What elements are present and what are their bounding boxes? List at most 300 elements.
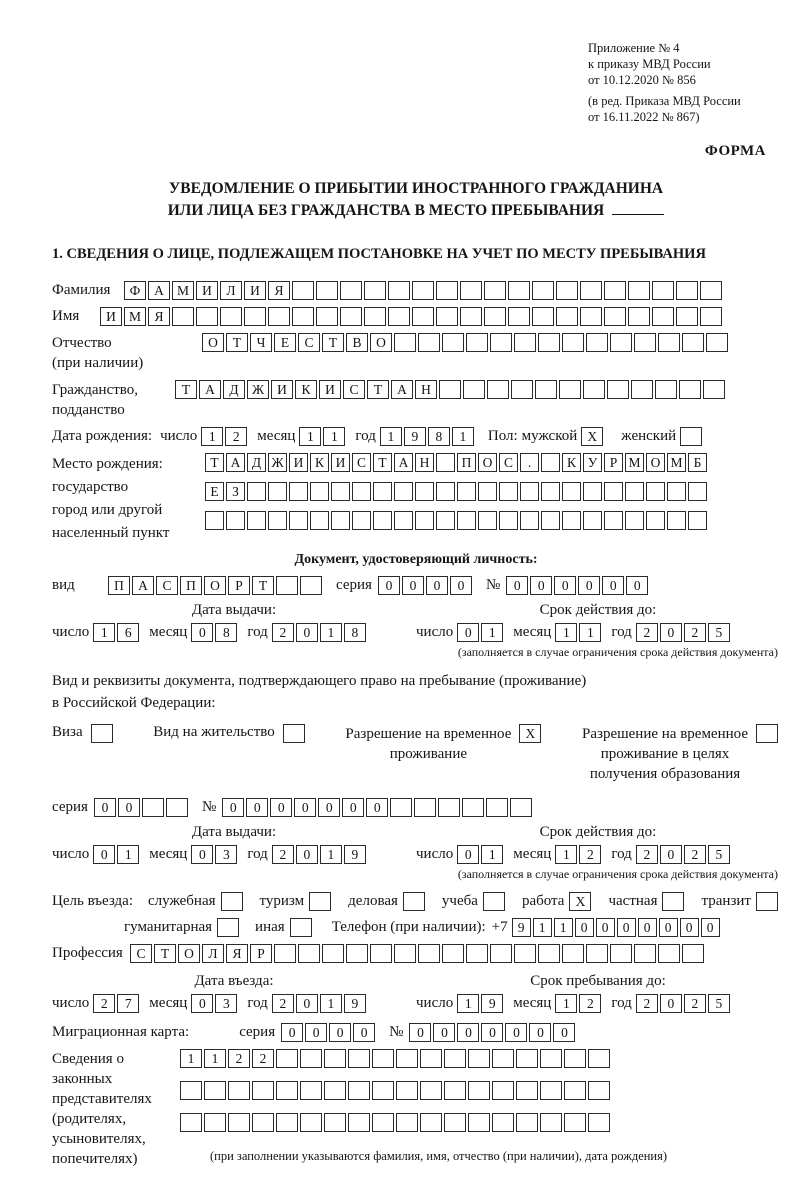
char-box[interactable]: 1: [323, 427, 345, 446]
char-box[interactable]: 1: [481, 623, 503, 642]
char-box[interactable]: Т: [322, 333, 344, 352]
char-box[interactable]: [588, 1049, 610, 1068]
char-box[interactable]: 0: [659, 918, 678, 937]
char-box[interactable]: [205, 511, 224, 530]
char-box[interactable]: 0: [457, 623, 479, 642]
char-box[interactable]: [588, 1081, 610, 1100]
char-box[interactable]: [541, 511, 560, 530]
char-box[interactable]: 0: [191, 994, 213, 1013]
char-box[interactable]: [394, 511, 413, 530]
char-box[interactable]: 0: [553, 1023, 575, 1042]
char-box[interactable]: К: [295, 380, 317, 399]
char-box[interactable]: А: [148, 281, 170, 300]
char-box[interactable]: 0: [246, 798, 268, 817]
char-box[interactable]: [540, 1081, 562, 1100]
char-box[interactable]: [556, 281, 578, 300]
char-box[interactable]: [324, 1049, 346, 1068]
char-box[interactable]: [516, 1113, 538, 1132]
char-box[interactable]: [418, 333, 440, 352]
char-box[interactable]: [484, 281, 506, 300]
char-box[interactable]: Д: [247, 453, 266, 472]
char-box[interactable]: [460, 281, 482, 300]
char-box[interactable]: [436, 307, 458, 326]
char-box[interactable]: 0: [191, 845, 213, 864]
char-box[interactable]: 0: [191, 623, 213, 642]
char-box[interactable]: [438, 798, 460, 817]
char-box[interactable]: В: [346, 333, 368, 352]
char-box[interactable]: [346, 944, 368, 963]
char-box[interactable]: [604, 281, 626, 300]
char-box[interactable]: [703, 380, 725, 399]
char-box[interactable]: [324, 1081, 346, 1100]
char-box[interactable]: [316, 281, 338, 300]
char-box[interactable]: [412, 307, 434, 326]
char-box[interactable]: [562, 511, 581, 530]
char-box[interactable]: О: [204, 576, 226, 595]
char-box[interactable]: [322, 944, 344, 963]
char-box[interactable]: [442, 944, 464, 963]
char-box[interactable]: [631, 380, 653, 399]
char-box[interactable]: [276, 1081, 298, 1100]
char-box[interactable]: [586, 333, 608, 352]
char-box[interactable]: [394, 482, 413, 501]
char-box[interactable]: [268, 307, 290, 326]
char-box[interactable]: 0: [457, 845, 479, 864]
char-box[interactable]: [540, 1049, 562, 1068]
checkbox-cell[interactable]: [221, 892, 243, 911]
char-box[interactable]: [468, 1113, 490, 1132]
char-box[interactable]: [562, 333, 584, 352]
char-box[interactable]: [516, 1049, 538, 1068]
char-box[interactable]: [324, 1113, 346, 1132]
char-box[interactable]: [220, 307, 242, 326]
char-box[interactable]: [676, 281, 698, 300]
char-box[interactable]: С: [352, 453, 371, 472]
char-box[interactable]: К: [562, 453, 581, 472]
char-box[interactable]: 1: [554, 918, 573, 937]
char-box[interactable]: [300, 576, 322, 595]
char-box[interactable]: [490, 944, 512, 963]
char-box[interactable]: [541, 482, 560, 501]
char-box[interactable]: [268, 482, 287, 501]
char-box[interactable]: [625, 511, 644, 530]
char-box[interactable]: О: [646, 453, 665, 472]
char-box[interactable]: [610, 333, 632, 352]
char-box[interactable]: [604, 482, 623, 501]
char-box[interactable]: 0: [222, 798, 244, 817]
char-box[interactable]: 3: [215, 994, 237, 1013]
char-box[interactable]: Е: [205, 482, 224, 501]
char-box[interactable]: И: [331, 453, 350, 472]
char-box[interactable]: [586, 944, 608, 963]
char-box[interactable]: [331, 511, 350, 530]
char-box[interactable]: [444, 1049, 466, 1068]
char-box[interactable]: 1: [320, 994, 342, 1013]
char-box[interactable]: 0: [638, 918, 657, 937]
char-box[interactable]: [340, 281, 362, 300]
char-box[interactable]: 0: [294, 798, 316, 817]
char-box[interactable]: [300, 1049, 322, 1068]
checkbox-cell[interactable]: [662, 892, 684, 911]
char-box[interactable]: И: [289, 453, 308, 472]
char-box[interactable]: 0: [680, 918, 699, 937]
char-box[interactable]: М: [124, 307, 146, 326]
char-box[interactable]: [604, 511, 623, 530]
char-box[interactable]: 1: [380, 427, 402, 446]
char-box[interactable]: 1: [117, 845, 139, 864]
char-box[interactable]: [292, 281, 314, 300]
char-box[interactable]: [348, 1049, 370, 1068]
char-box[interactable]: [310, 511, 329, 530]
char-box[interactable]: [364, 307, 386, 326]
char-box[interactable]: 2: [636, 994, 658, 1013]
char-box[interactable]: [420, 1113, 442, 1132]
char-box[interactable]: 0: [701, 918, 720, 937]
char-box[interactable]: [289, 482, 308, 501]
char-box[interactable]: [532, 307, 554, 326]
char-box[interactable]: 0: [318, 798, 340, 817]
char-box[interactable]: [289, 511, 308, 530]
char-box[interactable]: 0: [529, 1023, 551, 1042]
char-box[interactable]: [204, 1081, 226, 1100]
char-box[interactable]: 0: [660, 623, 682, 642]
char-box[interactable]: 0: [270, 798, 292, 817]
char-box[interactable]: [276, 1049, 298, 1068]
char-box[interactable]: [700, 281, 722, 300]
char-box[interactable]: [486, 798, 508, 817]
char-box[interactable]: [172, 307, 194, 326]
char-box[interactable]: [538, 333, 560, 352]
char-box[interactable]: 0: [281, 1023, 303, 1042]
char-box[interactable]: [436, 511, 455, 530]
char-box[interactable]: 2: [252, 1049, 274, 1068]
checkbox-cell[interactable]: [283, 724, 305, 743]
char-box[interactable]: [462, 798, 484, 817]
char-box[interactable]: 9: [404, 427, 426, 446]
char-box[interactable]: [652, 307, 674, 326]
char-box[interactable]: 9: [512, 918, 531, 937]
char-box[interactable]: Л: [220, 281, 242, 300]
char-box[interactable]: [499, 511, 518, 530]
char-box[interactable]: [274, 944, 296, 963]
char-box[interactable]: [468, 1049, 490, 1068]
char-box[interactable]: [658, 333, 680, 352]
char-box[interactable]: [679, 380, 701, 399]
char-box[interactable]: [226, 511, 245, 530]
char-box[interactable]: 2: [636, 845, 658, 864]
char-box[interactable]: 1: [180, 1049, 202, 1068]
char-box[interactable]: 0: [481, 1023, 503, 1042]
char-box[interactable]: [414, 798, 436, 817]
char-box[interactable]: [373, 511, 392, 530]
char-box[interactable]: [532, 281, 554, 300]
char-box[interactable]: [388, 307, 410, 326]
char-box[interactable]: 2: [684, 845, 706, 864]
char-box[interactable]: А: [199, 380, 221, 399]
checkbox-cell[interactable]: X: [519, 724, 541, 743]
char-box[interactable]: Д: [223, 380, 245, 399]
char-box[interactable]: [252, 1113, 274, 1132]
char-box[interactable]: [418, 944, 440, 963]
char-box[interactable]: [340, 307, 362, 326]
char-box[interactable]: [276, 576, 298, 595]
char-box[interactable]: [520, 511, 539, 530]
char-box[interactable]: [610, 944, 632, 963]
char-box[interactable]: 0: [426, 576, 448, 595]
char-box[interactable]: [667, 511, 686, 530]
char-box[interactable]: [655, 380, 677, 399]
char-box[interactable]: [180, 1081, 202, 1100]
char-box[interactable]: [436, 281, 458, 300]
char-box[interactable]: Т: [175, 380, 197, 399]
char-box[interactable]: 1: [320, 623, 342, 642]
char-box[interactable]: [180, 1113, 202, 1132]
char-box[interactable]: [388, 281, 410, 300]
char-box[interactable]: Т: [205, 453, 224, 472]
char-box[interactable]: [634, 944, 656, 963]
char-box[interactable]: 0: [94, 798, 116, 817]
char-box[interactable]: К: [310, 453, 329, 472]
char-box[interactable]: 1: [555, 845, 577, 864]
char-box[interactable]: [535, 380, 557, 399]
char-box[interactable]: [276, 1113, 298, 1132]
char-box[interactable]: И: [100, 307, 122, 326]
char-box[interactable]: 1: [555, 623, 577, 642]
char-box[interactable]: [292, 307, 314, 326]
char-box[interactable]: 2: [272, 845, 294, 864]
char-box[interactable]: [490, 333, 512, 352]
char-box[interactable]: З: [226, 482, 245, 501]
char-box[interactable]: 0: [506, 576, 528, 595]
char-box[interactable]: Е: [274, 333, 296, 352]
char-box[interactable]: 0: [530, 576, 552, 595]
checkbox-cell[interactable]: [290, 918, 312, 937]
char-box[interactable]: [706, 333, 728, 352]
char-box[interactable]: [436, 453, 455, 472]
char-box[interactable]: 0: [329, 1023, 351, 1042]
char-box[interactable]: [580, 281, 602, 300]
checkbox-cell[interactable]: X: [581, 427, 603, 446]
char-box[interactable]: [652, 281, 674, 300]
char-box[interactable]: 0: [378, 576, 400, 595]
char-box[interactable]: 1: [533, 918, 552, 937]
char-box[interactable]: [457, 511, 476, 530]
char-box[interactable]: [580, 307, 602, 326]
char-box[interactable]: 7: [117, 994, 139, 1013]
char-box[interactable]: 9: [344, 845, 366, 864]
char-box[interactable]: 0: [118, 798, 140, 817]
char-box[interactable]: 1: [320, 845, 342, 864]
char-box[interactable]: [676, 307, 698, 326]
char-box[interactable]: А: [132, 576, 154, 595]
char-box[interactable]: 2: [579, 845, 601, 864]
char-box[interactable]: П: [108, 576, 130, 595]
checkbox-cell[interactable]: [309, 892, 331, 911]
char-box[interactable]: Я: [268, 281, 290, 300]
char-box[interactable]: [442, 333, 464, 352]
char-box[interactable]: [196, 307, 218, 326]
char-box[interactable]: О: [178, 944, 200, 963]
char-box[interactable]: М: [667, 453, 686, 472]
char-box[interactable]: [142, 798, 164, 817]
char-box[interactable]: [415, 511, 434, 530]
char-box[interactable]: [478, 482, 497, 501]
char-box[interactable]: [444, 1113, 466, 1132]
char-box[interactable]: 2: [225, 427, 247, 446]
char-box[interactable]: [372, 1081, 394, 1100]
char-box[interactable]: Я: [226, 944, 248, 963]
char-box[interactable]: [298, 944, 320, 963]
char-box[interactable]: О: [202, 333, 224, 352]
char-box[interactable]: И: [196, 281, 218, 300]
char-box[interactable]: [373, 482, 392, 501]
char-box[interactable]: 6: [117, 623, 139, 642]
char-box[interactable]: [244, 307, 266, 326]
char-box[interactable]: [499, 482, 518, 501]
char-box[interactable]: [520, 482, 539, 501]
char-box[interactable]: [487, 380, 509, 399]
char-box[interactable]: [510, 798, 532, 817]
char-box[interactable]: [583, 380, 605, 399]
char-box[interactable]: 0: [660, 994, 682, 1013]
char-box[interactable]: [541, 453, 560, 472]
char-box[interactable]: С: [130, 944, 152, 963]
char-box[interactable]: 1: [555, 994, 577, 1013]
char-box[interactable]: 8: [215, 623, 237, 642]
char-box[interactable]: 1: [93, 623, 115, 642]
char-box[interactable]: [415, 482, 434, 501]
char-box[interactable]: 0: [296, 623, 318, 642]
char-box[interactable]: [463, 380, 485, 399]
char-box[interactable]: [390, 798, 412, 817]
char-box[interactable]: [444, 1081, 466, 1100]
char-box[interactable]: [559, 380, 581, 399]
char-box[interactable]: [204, 1113, 226, 1132]
char-box[interactable]: Я: [148, 307, 170, 326]
char-box[interactable]: [348, 1113, 370, 1132]
char-box[interactable]: [166, 798, 188, 817]
char-box[interactable]: Т: [367, 380, 389, 399]
char-box[interactable]: 2: [636, 623, 658, 642]
char-box[interactable]: Р: [250, 944, 272, 963]
char-box[interactable]: [300, 1081, 322, 1100]
char-box[interactable]: [436, 482, 455, 501]
char-box[interactable]: 1: [481, 845, 503, 864]
char-box[interactable]: [604, 307, 626, 326]
char-box[interactable]: [412, 281, 434, 300]
char-box[interactable]: Л: [202, 944, 224, 963]
char-box[interactable]: Н: [415, 453, 434, 472]
char-box[interactable]: А: [391, 380, 413, 399]
char-box[interactable]: [511, 380, 533, 399]
char-box[interactable]: 2: [228, 1049, 250, 1068]
char-box[interactable]: [247, 511, 266, 530]
char-box[interactable]: [514, 944, 536, 963]
char-box[interactable]: [700, 307, 722, 326]
char-box[interactable]: [352, 511, 371, 530]
char-box[interactable]: [310, 482, 329, 501]
char-box[interactable]: С: [156, 576, 178, 595]
char-box[interactable]: 1: [457, 994, 479, 1013]
char-box[interactable]: 0: [93, 845, 115, 864]
char-box[interactable]: Т: [373, 453, 392, 472]
char-box[interactable]: 1: [579, 623, 601, 642]
char-box[interactable]: [420, 1081, 442, 1100]
char-box[interactable]: 0: [457, 1023, 479, 1042]
char-box[interactable]: 1: [452, 427, 474, 446]
char-box[interactable]: [682, 333, 704, 352]
char-box[interactable]: [646, 482, 665, 501]
char-box[interactable]: [396, 1081, 418, 1100]
char-box[interactable]: [420, 1049, 442, 1068]
char-box[interactable]: [562, 482, 581, 501]
char-box[interactable]: [628, 307, 650, 326]
char-box[interactable]: 2: [579, 994, 601, 1013]
char-box[interactable]: [372, 1049, 394, 1068]
checkbox-cell[interactable]: [91, 724, 113, 743]
checkbox-cell[interactable]: X: [569, 892, 591, 911]
char-box[interactable]: [583, 482, 602, 501]
char-box[interactable]: 0: [342, 798, 364, 817]
char-box[interactable]: 0: [409, 1023, 431, 1042]
char-box[interactable]: Р: [604, 453, 623, 472]
char-box[interactable]: С: [343, 380, 365, 399]
char-box[interactable]: [508, 307, 530, 326]
char-box[interactable]: [460, 307, 482, 326]
char-box[interactable]: 5: [708, 623, 730, 642]
char-box[interactable]: [394, 944, 416, 963]
char-box[interactable]: [268, 511, 287, 530]
char-box[interactable]: 0: [353, 1023, 375, 1042]
char-box[interactable]: 0: [617, 918, 636, 937]
char-box[interactable]: М: [172, 281, 194, 300]
char-box[interactable]: 0: [433, 1023, 455, 1042]
char-box[interactable]: 0: [660, 845, 682, 864]
char-box[interactable]: 0: [596, 918, 615, 937]
char-box[interactable]: [588, 1113, 610, 1132]
char-box[interactable]: [508, 281, 530, 300]
char-box[interactable]: А: [394, 453, 413, 472]
char-box[interactable]: И: [271, 380, 293, 399]
char-box[interactable]: [646, 511, 665, 530]
char-box[interactable]: 0: [554, 576, 576, 595]
char-box[interactable]: Ч: [250, 333, 272, 352]
char-box[interactable]: У: [583, 453, 602, 472]
char-box[interactable]: 0: [366, 798, 388, 817]
char-box[interactable]: [514, 333, 536, 352]
char-box[interactable]: 8: [344, 623, 366, 642]
char-box[interactable]: [625, 482, 644, 501]
char-box[interactable]: М: [625, 453, 644, 472]
char-box[interactable]: П: [457, 453, 476, 472]
char-box[interactable]: 2: [272, 623, 294, 642]
char-box[interactable]: [492, 1049, 514, 1068]
char-box[interactable]: Ф: [124, 281, 146, 300]
char-box[interactable]: И: [319, 380, 341, 399]
char-box[interactable]: О: [478, 453, 497, 472]
char-box[interactable]: [688, 482, 707, 501]
char-box[interactable]: [634, 333, 656, 352]
char-box[interactable]: [562, 944, 584, 963]
char-box[interactable]: 9: [481, 994, 503, 1013]
char-box[interactable]: 0: [402, 576, 424, 595]
char-box[interactable]: [352, 482, 371, 501]
char-box[interactable]: [364, 281, 386, 300]
char-box[interactable]: [370, 944, 392, 963]
char-box[interactable]: [478, 511, 497, 530]
char-box[interactable]: [228, 1081, 250, 1100]
char-box[interactable]: [252, 1081, 274, 1100]
